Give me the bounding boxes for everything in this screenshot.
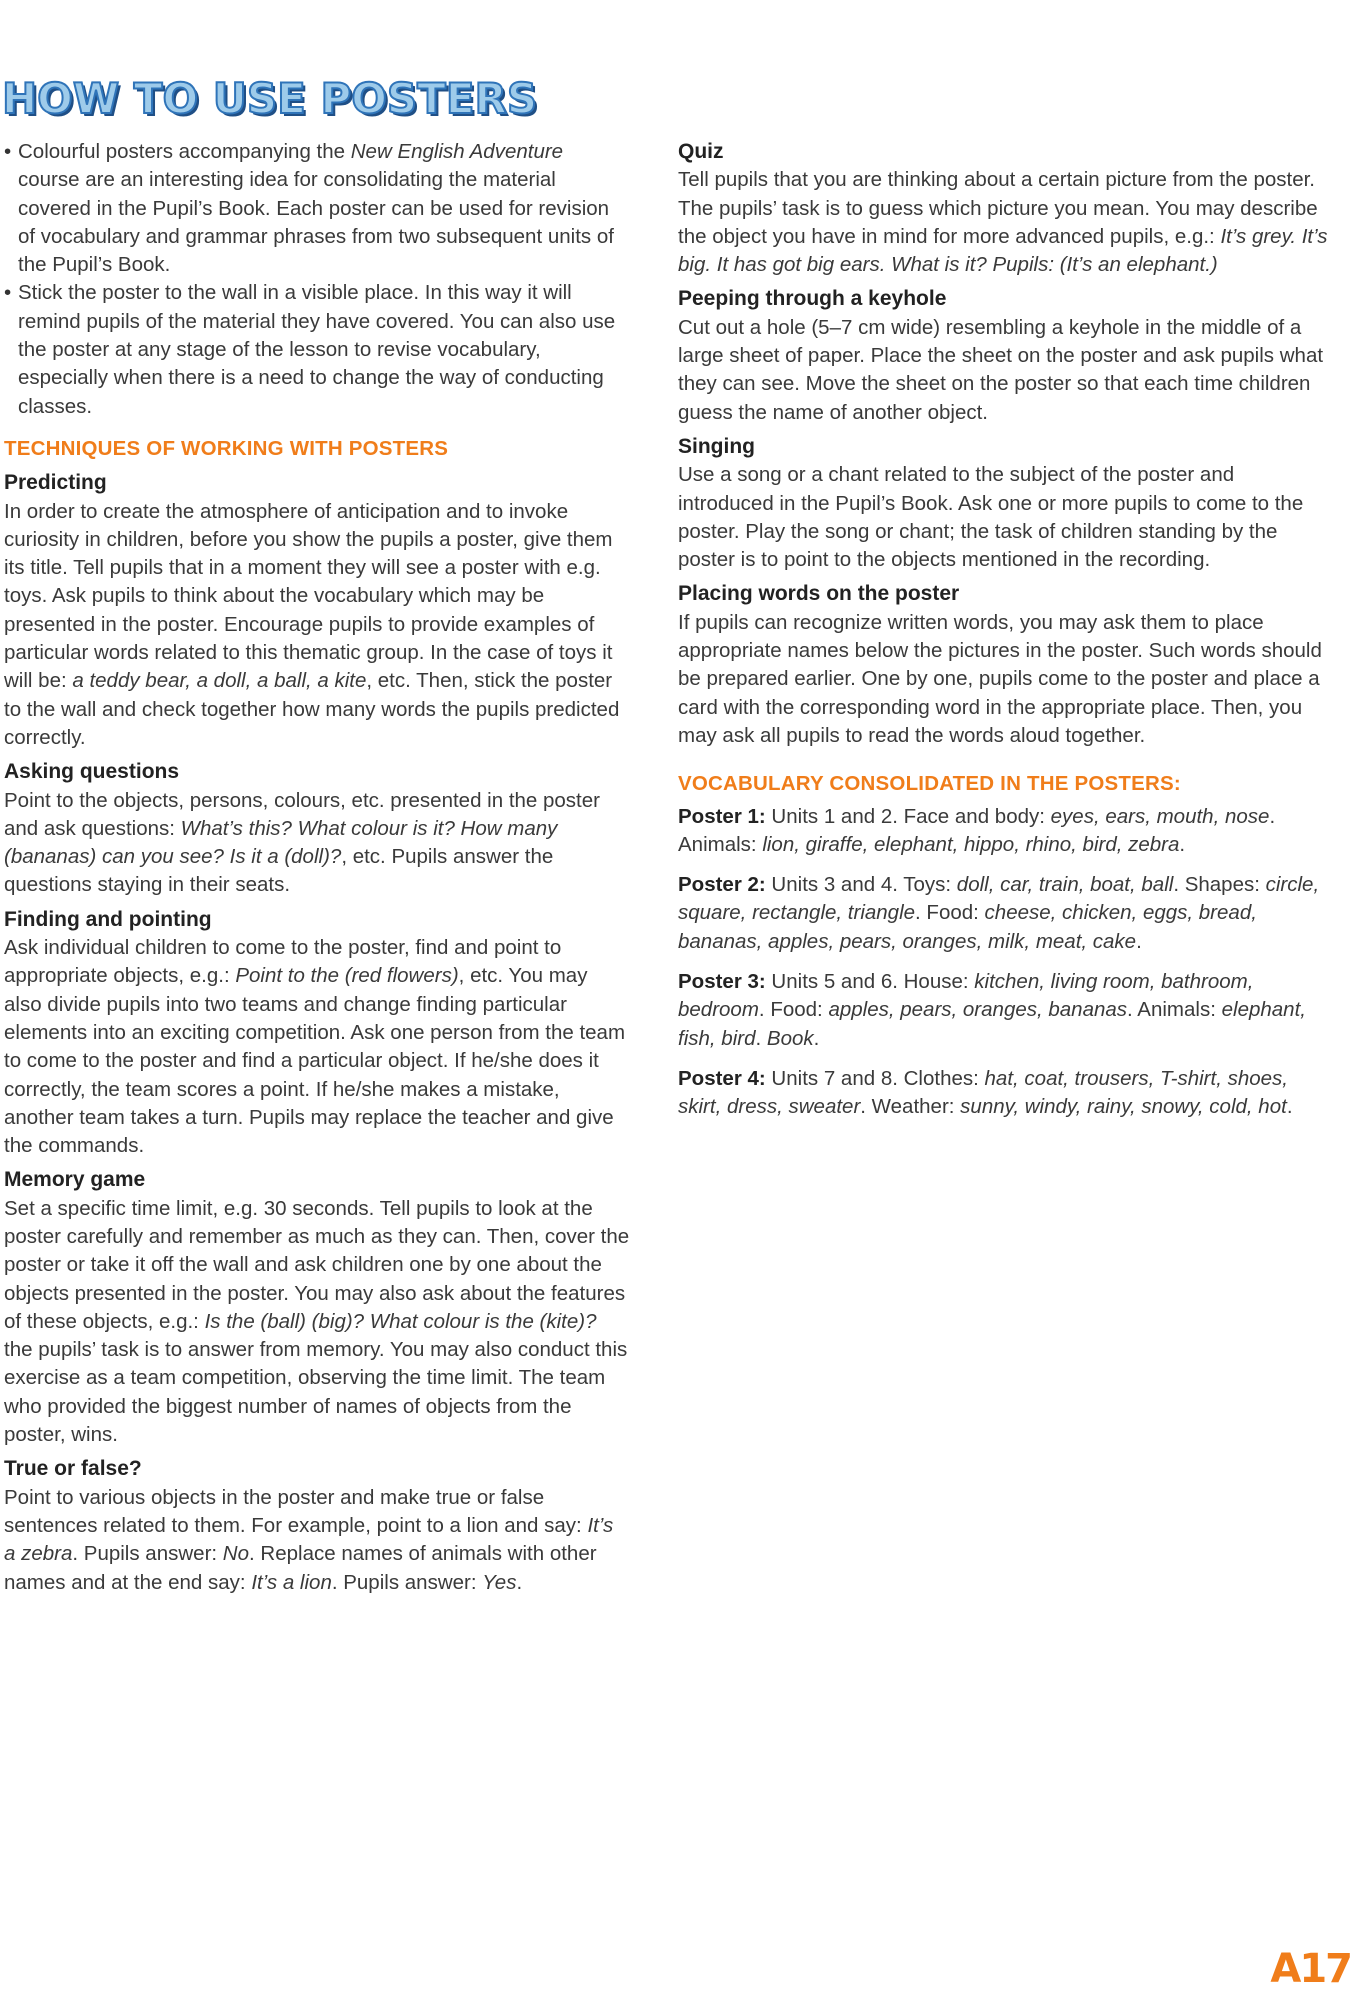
keyhole-text: Cut out a hole (5–7 cm wide) resembling a keyhole in the middle of a large sheet of paper. Place the sheet on the poster and ask pupils what they can see. Move the sheet on the poster so that each time children guess the name of another object. xyxy=(678,315,1324,424)
page-number: A17 xyxy=(1270,1946,1351,1992)
vocabulary-heading: VOCABULARY CONSOLIDATED IN THE POSTERS: xyxy=(678,772,1181,796)
singing-text: Use a song or a chant related to the subject of the poster and introduced in the Pupil’s Book. Ask one or more pupils to come to the poster. Play the song or chant; the task of children standing by the poster is to point to the objects mentioned in the recording. xyxy=(678,463,1304,572)
finding-pointing-text: Ask individual children to come to the poster, find and point to appropriate objects, e.g.: Point to the (red flowers), etc. You may also divide pupils into two teams and change finding particular elements into an exciting competition. Ask one person from the team to come to the poster and find a particular object. If he/she does it correctly, the team scores a point. If he/she makes a mistake, another team takes a turn. Pupils may replace the teacher and give the commands. xyxy=(4,936,626,1158)
poster-3-vocab: Poster 3: Units 5 and 6. House: kitchen, living room, bathroom, bedroom. Food: apples, pears, oranges, bananas. Animals: elephant, fish, bird. Book. xyxy=(678,970,1306,1050)
page-title: HOW TO USE POSTERS xyxy=(2,74,538,123)
keyhole-heading: Peeping through a keyhole xyxy=(678,287,947,311)
poster-4-vocab: Poster 4: Units 7 and 8. Clothes: hat, coat, trousers, T-shirt, shoes, skirt, dress, sweater. Weather: sunny, windy, rainy, snowy, cold, hot. xyxy=(678,1066,1293,1119)
singing-heading: Singing xyxy=(678,434,755,458)
intro-bullet-list xyxy=(4,138,630,421)
asking-questions-text: Point to the objects, persons, colours, etc. presented in the poster and ask questions: What’s this? What colour is it? How many (bananas) can you see? Is it a (doll)?, etc. Pupils answer the questions staying in their seats. xyxy=(4,788,600,897)
right-column xyxy=(678,138,1328,1134)
memory-game-text: Set a specific time limit, e.g. 30 seconds. Tell pupils to look at the poster carefully and remember as much as they can. Then, cover the poster or take it off the wall and ask children one by one about the objects presented in the poster. You may also ask about the features of these objects, e.g.: Is the (ball) (big)? What colour is the (kite)? the pupils’ task is to answer from memory. You may also conduct this exercise as a team competition, observing the time limit. The team who provided the biggest number of names of objects from the poster, wins. xyxy=(4,1196,630,1447)
true-false-text: Point to various objects in the poster and make true or false sentences related to them. For example, point to a lion and say: It’s a zebra. Pupils answer: No. Replace names of animals with other names and at the end say: It’s a lion. Pupils answer: Yes. xyxy=(4,1485,614,1594)
predicting-heading: Predicting xyxy=(4,471,107,495)
poster-1-vocab: Poster 1: Units 1 and 2. Face and body: eyes, ears, mouth, nose. Animals: lion, giraffe, elephant, hippo, rhino, bird, zebra. xyxy=(678,804,1276,856)
quiz-heading: Quiz xyxy=(678,140,724,163)
left-column xyxy=(4,138,630,1597)
memory-game-heading: Memory game xyxy=(4,1168,146,1192)
placing-words-heading: Placing words on the poster xyxy=(678,582,960,606)
poster-2-vocab: Poster 2: Units 3 and 4. Toys: doll, car, train, boat, ball. Shapes: circle, square, rectangle, triangle. Food: cheese, chicken, eggs, bread, bananas, apples, pears, oranges, milk, meat, cake. xyxy=(678,873,1320,953)
asking-questions-heading: Asking questions xyxy=(4,760,180,784)
placing-words-text: If pupils can recognize written words, you may ask them to place appropriate names below the pictures in the poster. Such words should be prepared earlier. One by one, pupils come to the poster and place a card with the corresponding word in the appropriate place. Then, you may ask all pupils to read the words aloud together. xyxy=(678,610,1322,747)
techniques-heading: TECHNIQUES OF WORKING WITH POSTERS xyxy=(4,436,449,460)
predicting-text: In order to create the atmosphere of anticipation and to invoke curiosity in children, before you show the pupils a poster, give them its title. Tell pupils that in a moment they will see a poster with e.g. toys. Ask pupils to think about the vocabulary which may be presented in the poster. Encourage pupils to provide examples of particular words related to this thematic group. In the case of toys it will be: a teddy bear, a doll, a ball, a kite, etc. Then, stick the poster to the wall and check together how many words the pupils predicted correctly. xyxy=(4,499,620,749)
finding-pointing-heading: Finding and pointing xyxy=(4,907,212,931)
intro-bullet: • Colourful posters accompanying the New English Adventure course are an interesting idea for consolidating the material covered in the Pupil’s Book. Each poster can be used for revision of vocabulary and grammar phrases from two subsequent units of the Pupil’s Book. xyxy=(4,138,630,279)
intro-bullet: • Stick the poster to the wall in a visible place. In this way it will remind pupils of the material they have covered. You can also use the poster at any stage of the lesson to revise vocabulary, especially when there is a need to change the way of conducting classes. xyxy=(4,279,630,420)
quiz-text: Tell pupils that you are thinking about a certain picture from the poster. The pupils’ task is to guess which picture you mean. You may describe the object you have in mind for more advanced pupils, e.g.: It’s grey. It’s big. It has got big ears. What is it? Pupils: (It’s an elephant.) xyxy=(678,168,1328,277)
true-false-heading: True or false? xyxy=(4,1457,142,1481)
